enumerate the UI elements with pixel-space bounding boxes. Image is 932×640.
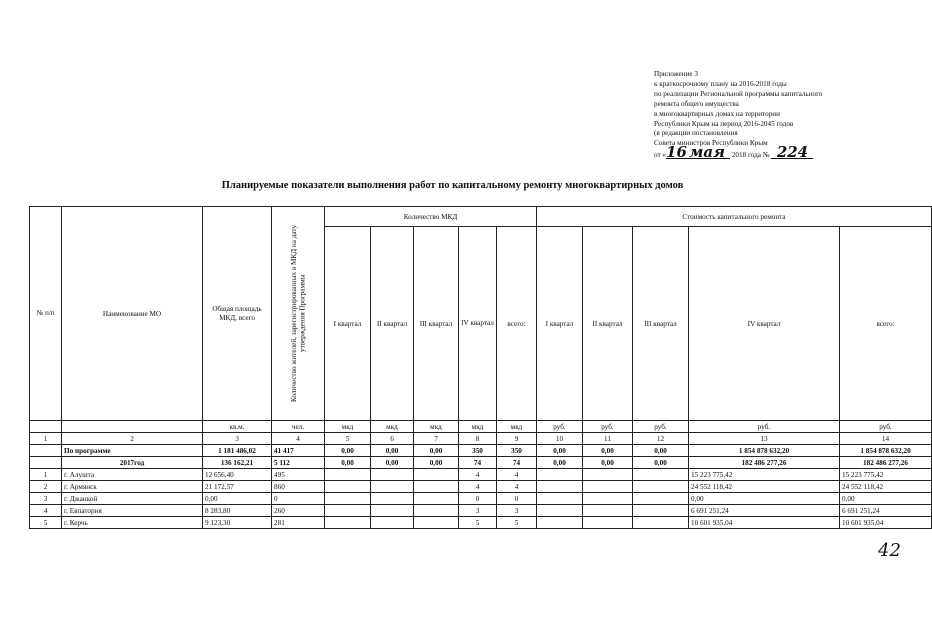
header-name: Наименование МО <box>62 207 203 421</box>
table-row <box>30 445 932 457</box>
header-area: Общая площадь МКД, всего <box>203 207 272 421</box>
cell-area: 1 181 486,02 <box>203 445 272 457</box>
cell-area: 12 656,40 <box>203 469 272 481</box>
cell-mt: 4 <box>497 481 537 493</box>
cell-mt: 0 <box>497 493 537 505</box>
cell-ct: 10 601 935,04 <box>840 517 932 529</box>
cell-c4: 0,00 <box>689 493 840 505</box>
col-number: 11 <box>583 433 633 445</box>
cell-num: 4 <box>30 505 62 517</box>
cell-m3 <box>414 505 459 517</box>
cell-m2 <box>371 517 414 529</box>
cell-c3 <box>633 493 689 505</box>
unit-cell: кв.м. <box>203 421 272 433</box>
cell-c1 <box>537 493 583 505</box>
cell-m1 <box>325 505 371 517</box>
unit-cell: руб. <box>583 421 633 433</box>
cell-m1 <box>325 469 371 481</box>
cell-residents: 0 <box>272 493 325 505</box>
appendix-line: ремонта общего имущества <box>654 99 739 108</box>
cell-m2 <box>371 493 414 505</box>
cell-mt: 350 <box>497 445 537 457</box>
cell-m4: 74 <box>459 457 497 469</box>
cell-m3: 0,00 <box>414 457 459 469</box>
cell-c3 <box>633 517 689 529</box>
date-suffix: 2018 года № <box>731 151 770 160</box>
data-rows <box>30 445 932 529</box>
cell-c4: 6 691 251,24 <box>689 505 840 517</box>
cell-area: 0,00 <box>203 493 272 505</box>
cell-c2 <box>583 469 633 481</box>
cell-name: 2017год <box>62 457 203 469</box>
table-row <box>30 517 932 529</box>
cell-name: г. Керчь <box>62 517 203 529</box>
cell-m3 <box>414 493 459 505</box>
cell-c3 <box>633 505 689 517</box>
table-row <box>30 469 932 481</box>
cell-ct: 24 552 118,42 <box>840 481 932 493</box>
cell-c2: 0,00 <box>583 445 633 457</box>
cell-m1 <box>325 481 371 493</box>
col-number: 13 <box>689 433 840 445</box>
unit-cell: мкд <box>325 421 371 433</box>
cell-c4: 24 552 118,42 <box>689 481 840 493</box>
cell-num: 1 <box>30 469 62 481</box>
cell-m3: 0,00 <box>414 445 459 457</box>
table-row <box>30 493 932 505</box>
units-empty <box>30 421 62 433</box>
cell-m2: 0,00 <box>371 457 414 469</box>
unit-cell: чел. <box>272 421 325 433</box>
cell-num: 5 <box>30 517 62 529</box>
cell-c1 <box>537 517 583 529</box>
cell-name: г. Армянск <box>62 481 203 493</box>
col-number: 14 <box>840 433 932 445</box>
cell-name: г. Алушта <box>62 469 203 481</box>
cell-m1 <box>325 493 371 505</box>
cell-c1: 0,00 <box>537 457 583 469</box>
header-residents-cell <box>272 207 325 421</box>
col-number: 2 <box>62 433 203 445</box>
header-cost-q3: III квартал <box>633 227 689 421</box>
cell-c3: 0,00 <box>633 457 689 469</box>
cell-area: 21 172,57 <box>203 481 272 493</box>
col-number: 10 <box>537 433 583 445</box>
cell-c3: 0,00 <box>633 445 689 457</box>
appendix-line: к краткосрочному плану на 2016-2018 годы <box>654 79 787 88</box>
header-mkd-q1: I квартал <box>325 227 371 421</box>
date-day: 16 <box>666 143 687 162</box>
cell-mt: 3 <box>497 505 537 517</box>
cell-c3 <box>633 481 689 493</box>
cell-m3 <box>414 517 459 529</box>
cell-mt: 74 <box>497 457 537 469</box>
appendix-line: по реализации Региональной программы капитального <box>654 89 823 98</box>
cell-m4: 4 <box>459 469 497 481</box>
cell-num <box>30 445 62 457</box>
cell-c4: 182 486 277,26 <box>689 457 840 469</box>
cell-name: По программе <box>62 445 203 457</box>
col-number: 6 <box>371 433 414 445</box>
header-cost-total: всего: <box>840 227 932 421</box>
cell-residents: 495 <box>272 469 325 481</box>
cell-num: 2 <box>30 481 62 493</box>
table-row <box>30 481 932 493</box>
header-cost-q4: IV квартал <box>689 227 840 421</box>
cell-mt: 5 <box>497 517 537 529</box>
header-row-groups <box>30 207 932 227</box>
cell-c4: 15 223 775,42 <box>689 469 840 481</box>
cell-residents: 5 112 <box>272 457 325 469</box>
header-mkd-q3: III квартал <box>414 227 459 421</box>
header-cost-group: Стоимость капитального ремонта <box>537 207 932 227</box>
col-number: 5 <box>325 433 371 445</box>
cell-c4: 1 854 878 632,20 <box>689 445 840 457</box>
header-mkd-total: всего: <box>497 227 537 421</box>
cell-c2 <box>583 517 633 529</box>
indicators-table <box>29 206 932 529</box>
cell-c1 <box>537 481 583 493</box>
cell-m4: 0 <box>459 493 497 505</box>
cell-m1: 0,00 <box>325 445 371 457</box>
cell-c2 <box>583 481 633 493</box>
unit-cell: мкд <box>497 421 537 433</box>
cell-c2: 0,00 <box>583 457 633 469</box>
cell-m4: 350 <box>459 445 497 457</box>
header-residents: Количество жителей, зарегистрированных в МКД на дату утверждения Программы <box>289 223 306 402</box>
cell-name: г. Евпатория <box>62 505 203 517</box>
cell-ct: 15 223 775,42 <box>840 469 932 481</box>
unit-cell: руб. <box>840 421 932 433</box>
unit-cell: руб. <box>537 421 583 433</box>
header-num: № п/п <box>30 207 62 421</box>
cell-ct: 182 486 277,26 <box>840 457 932 469</box>
page-title: Планируемые показатели выполнения работ по капитальному ремонту многоквартирных домов <box>221 180 684 191</box>
cell-m4: 5 <box>459 517 497 529</box>
column-numbers-row <box>30 433 932 445</box>
header-mkd-q2: II квартал <box>371 227 414 421</box>
cell-c2 <box>583 493 633 505</box>
cell-residents: 260 <box>272 505 325 517</box>
cell-residents: 860 <box>272 481 325 493</box>
cell-c4: 10 601 935,04 <box>689 517 840 529</box>
cell-c1 <box>537 505 583 517</box>
cell-area: 9 123,30 <box>203 517 272 529</box>
appendix-line: Республики Крым на период 2016-2045 годов <box>654 119 794 128</box>
cell-m2 <box>371 481 414 493</box>
cell-m2: 0,00 <box>371 445 414 457</box>
cell-c3 <box>633 469 689 481</box>
cell-num: 3 <box>30 493 62 505</box>
cell-ct: 6 691 251,24 <box>840 505 932 517</box>
unit-cell: мкд <box>414 421 459 433</box>
unit-cell: мкд <box>371 421 414 433</box>
unit-cell: руб. <box>689 421 840 433</box>
date-prefix: от « <box>654 151 667 160</box>
cell-num <box>30 457 62 469</box>
col-number: 9 <box>497 433 537 445</box>
cell-m3 <box>414 481 459 493</box>
units-row <box>30 421 932 433</box>
cell-name: г. Джанкой <box>62 493 203 505</box>
col-number: 8 <box>459 433 497 445</box>
page-number: 42 <box>878 540 901 561</box>
cell-m1: 0,00 <box>325 457 371 469</box>
header-mkd-group: Количество МКД <box>325 207 537 227</box>
cell-area: 136 162,21 <box>203 457 272 469</box>
cell-m4: 4 <box>459 481 497 493</box>
date-number: 224 <box>771 148 813 159</box>
col-number: 7 <box>414 433 459 445</box>
cell-c1 <box>537 469 583 481</box>
cell-c2 <box>583 505 633 517</box>
col-number: 3 <box>203 433 272 445</box>
cell-c1: 0,00 <box>537 445 583 457</box>
cell-m1 <box>325 517 371 529</box>
cell-ct: 0,00 <box>840 493 932 505</box>
date-month: мая <box>684 148 730 159</box>
header-cost-q1: I квартал <box>537 227 583 421</box>
appendix-line: Совета министров Республики Крым <box>654 139 768 148</box>
appendix-line: в многоквартирных домах на территории <box>654 109 780 118</box>
appendix-note <box>654 70 823 161</box>
col-number: 12 <box>633 433 689 445</box>
table-row <box>30 505 932 517</box>
header-mkd-q4: IV квартал <box>459 227 497 421</box>
col-number: 1 <box>30 433 62 445</box>
unit-cell: мкд <box>459 421 497 433</box>
cell-residents: 281 <box>272 517 325 529</box>
unit-cell: руб. <box>633 421 689 433</box>
cell-m2 <box>371 469 414 481</box>
col-number: 4 <box>272 433 325 445</box>
cell-m2 <box>371 505 414 517</box>
cell-m4: 3 <box>459 505 497 517</box>
appendix-line: (в редакции постановления <box>654 129 738 138</box>
cell-area: 8 283,80 <box>203 505 272 517</box>
header-cost-q2: II квартал <box>583 227 633 421</box>
units-empty <box>62 421 203 433</box>
cell-m3 <box>414 469 459 481</box>
cell-mt: 4 <box>497 469 537 481</box>
appendix-line: Приложение 3 <box>654 70 698 78</box>
table-row <box>30 457 932 469</box>
cell-residents: 41 417 <box>272 445 325 457</box>
cell-ct: 1 854 878 632,20 <box>840 445 932 457</box>
